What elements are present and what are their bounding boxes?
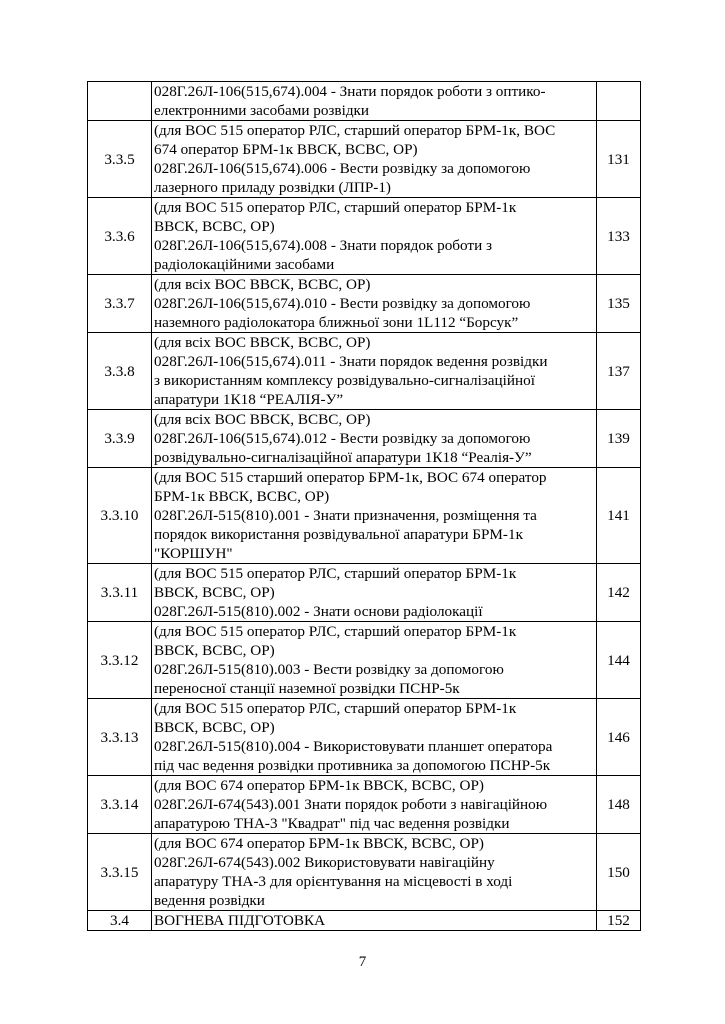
description-line: апаратури 1К18 “РЕАЛІЯ-У”	[154, 391, 344, 408]
page-ref: 137	[597, 333, 641, 410]
page-ref: 152	[597, 911, 641, 931]
table-row	[88, 121, 641, 198]
section-description	[152, 776, 597, 834]
description-line: ВВСК, ВСВС, ОР)	[154, 642, 275, 659]
toc-body	[88, 82, 641, 931]
section-description	[152, 121, 597, 198]
description-line: під час ведення розвідки противника за допомогою ПСНР-5к	[154, 757, 551, 774]
section-number: 3.3.8	[88, 333, 152, 410]
description-line: ВОГНЕВА ПІДГОТОВКА	[154, 912, 326, 929]
page-ref: 150	[597, 834, 641, 911]
section-number: 3.3.5	[88, 121, 152, 198]
section-description	[152, 275, 597, 333]
description-line: електронними засобами розвідки	[154, 102, 370, 119]
page-ref: 133	[597, 198, 641, 275]
table-row	[88, 333, 641, 410]
description-line: порядок використання розвідувальної апаратури БРМ-1к	[154, 526, 523, 543]
table-row	[88, 622, 641, 699]
section-description	[152, 333, 597, 410]
description-line: (для ВОС 674 оператор БРМ-1к ВВСК, ВСВС, ОР)	[154, 777, 484, 794]
description-line: 028Г.26Л-515(810).003 - Вести розвідку за допомогою	[154, 661, 504, 678]
section-number: 3.3.13	[88, 699, 152, 776]
section-description	[152, 198, 597, 275]
section-description	[152, 410, 597, 468]
description-line: апаратурою ТНА-3 "Квадрат" під час ведення розвідки	[154, 815, 510, 832]
table-row	[88, 275, 641, 333]
section-number	[88, 82, 152, 121]
table-row	[88, 699, 641, 776]
section-number: 3.3.10	[88, 468, 152, 564]
description-line: ВВСК, ВСВС, ОР)	[154, 584, 275, 601]
section-description	[152, 911, 597, 931]
description-line: "КОРШУН"	[154, 545, 233, 562]
description-line: 028Г.26Л-515(810).004 - Використовувати планшет оператора	[154, 738, 553, 755]
page-ref: 144	[597, 622, 641, 699]
page-ref: 142	[597, 564, 641, 622]
section-description	[152, 699, 597, 776]
description-line: БРМ-1к ВВСК, ВСВС, ОР)	[154, 488, 330, 505]
page-ref: 146	[597, 699, 641, 776]
description-line: ВВСК, ВСВС, ОР)	[154, 719, 275, 736]
description-line: (для ВОС 515 оператор РЛС, старший оператор БРМ-1к	[154, 199, 517, 216]
section-number: 3.3.7	[88, 275, 152, 333]
page-ref: 131	[597, 121, 641, 198]
description-line: апаратуру ТНА-3 для орієнтування на місцевості в ході	[154, 873, 513, 890]
section-number: 3.3.9	[88, 410, 152, 468]
table-row	[88, 82, 641, 121]
description-line: радіолокаційними засобами	[154, 256, 335, 273]
section-number: 3.4	[88, 911, 152, 931]
description-line: з використанням комплексу розвідувально-сигналізаційної	[154, 372, 535, 389]
description-line: 028Г.26Л-106(515,674).008 - Знати порядок роботи з	[154, 237, 492, 254]
description-line: 028Г.26Л-106(515,674).004 - Знати порядок роботи з оптико-	[154, 83, 546, 100]
page-ref: 135	[597, 275, 641, 333]
section-number: 3.3.15	[88, 834, 152, 911]
page-ref	[597, 82, 641, 121]
description-line: (для всіх ВОС ВВСК, ВСВС, ОР)	[154, 411, 371, 428]
description-line: 028Г.26Л-515(810).002 - Знати основи радіолокації	[154, 603, 483, 620]
page-ref: 141	[597, 468, 641, 564]
description-line: 028Г.26Л-674(543).001 Знати порядок роботи з навігаційною	[154, 796, 548, 813]
section-description	[152, 834, 597, 911]
description-line: 028Г.26Л-106(515,674).010 - Вести розвідку за допомогою	[154, 295, 531, 312]
table-row	[88, 564, 641, 622]
description-line: 028Г.26Л-106(515,674).012 - Вести розвідку за допомогою	[154, 430, 531, 447]
description-line: (для всіх ВОС ВВСК, ВСВС, ОР)	[154, 276, 371, 293]
description-line: (для ВОС 515 оператор РЛС, старший оператор БРМ-1к	[154, 623, 517, 640]
description-line: ВВСК, ВСВС, ОР)	[154, 218, 275, 235]
section-description	[152, 82, 597, 121]
table-row	[88, 911, 641, 931]
section-number: 3.3.14	[88, 776, 152, 834]
page-ref: 148	[597, 776, 641, 834]
description-line: лазерного приладу розвідки (ЛПР-1)	[154, 179, 391, 196]
description-line: переносної станції наземної розвідки ПСНР-5к	[154, 680, 460, 697]
toc-table	[87, 81, 641, 931]
section-number: 3.3.11	[88, 564, 152, 622]
section-description	[152, 468, 597, 564]
description-line: наземного радіолокатора ближньої зони 1L112 “Борсук”	[154, 314, 519, 331]
table-row	[88, 198, 641, 275]
table-row	[88, 776, 641, 834]
section-description	[152, 564, 597, 622]
description-line: 674 оператор БРМ-1к ВВСК, ВСВС, ОР)	[154, 141, 418, 158]
table-row	[88, 410, 641, 468]
page-ref: 139	[597, 410, 641, 468]
description-line: (для ВОС 515 старший оператор БРМ-1к, ВОС 674 оператор	[154, 469, 547, 486]
description-line: 028Г.26Л-106(515,674).011 - Знати порядок ведення розвідки	[154, 353, 548, 370]
description-line: (для ВОС 515 оператор РЛС, старший оператор БРМ-1к	[154, 565, 517, 582]
table-row	[88, 834, 641, 911]
section-number: 3.3.12	[88, 622, 152, 699]
section-number: 3.3.6	[88, 198, 152, 275]
description-line: (для ВОС 515 оператор РЛС, старший оператор БРМ-1к	[154, 700, 517, 717]
section-description	[152, 622, 597, 699]
description-line: (для всіх ВОС ВВСК, ВСВС, ОР)	[154, 334, 371, 351]
table-row	[88, 468, 641, 564]
description-line: 028Г.26Л-106(515,674).006 - Вести розвідку за допомогою	[154, 160, 531, 177]
description-line: ведення розвідки	[154, 892, 265, 909]
description-line: розвідувально-сигналізаційної апаратури 1К18 “Реалія-У”	[154, 449, 532, 466]
description-line: 028Г.26Л-674(543).002 Використовувати навігаційну	[154, 854, 495, 871]
page-number: 7	[358, 954, 367, 970]
description-line: 028Г.26Л-515(810).001 - Знати призначення, розміщення та	[154, 507, 537, 524]
description-line: (для ВОС 674 оператор БРМ-1к ВВСК, ВСВС, ОР)	[154, 835, 484, 852]
description-line: (для ВОС 515 оператор РЛС, старший оператор БРМ-1к, ВОС	[154, 122, 556, 139]
